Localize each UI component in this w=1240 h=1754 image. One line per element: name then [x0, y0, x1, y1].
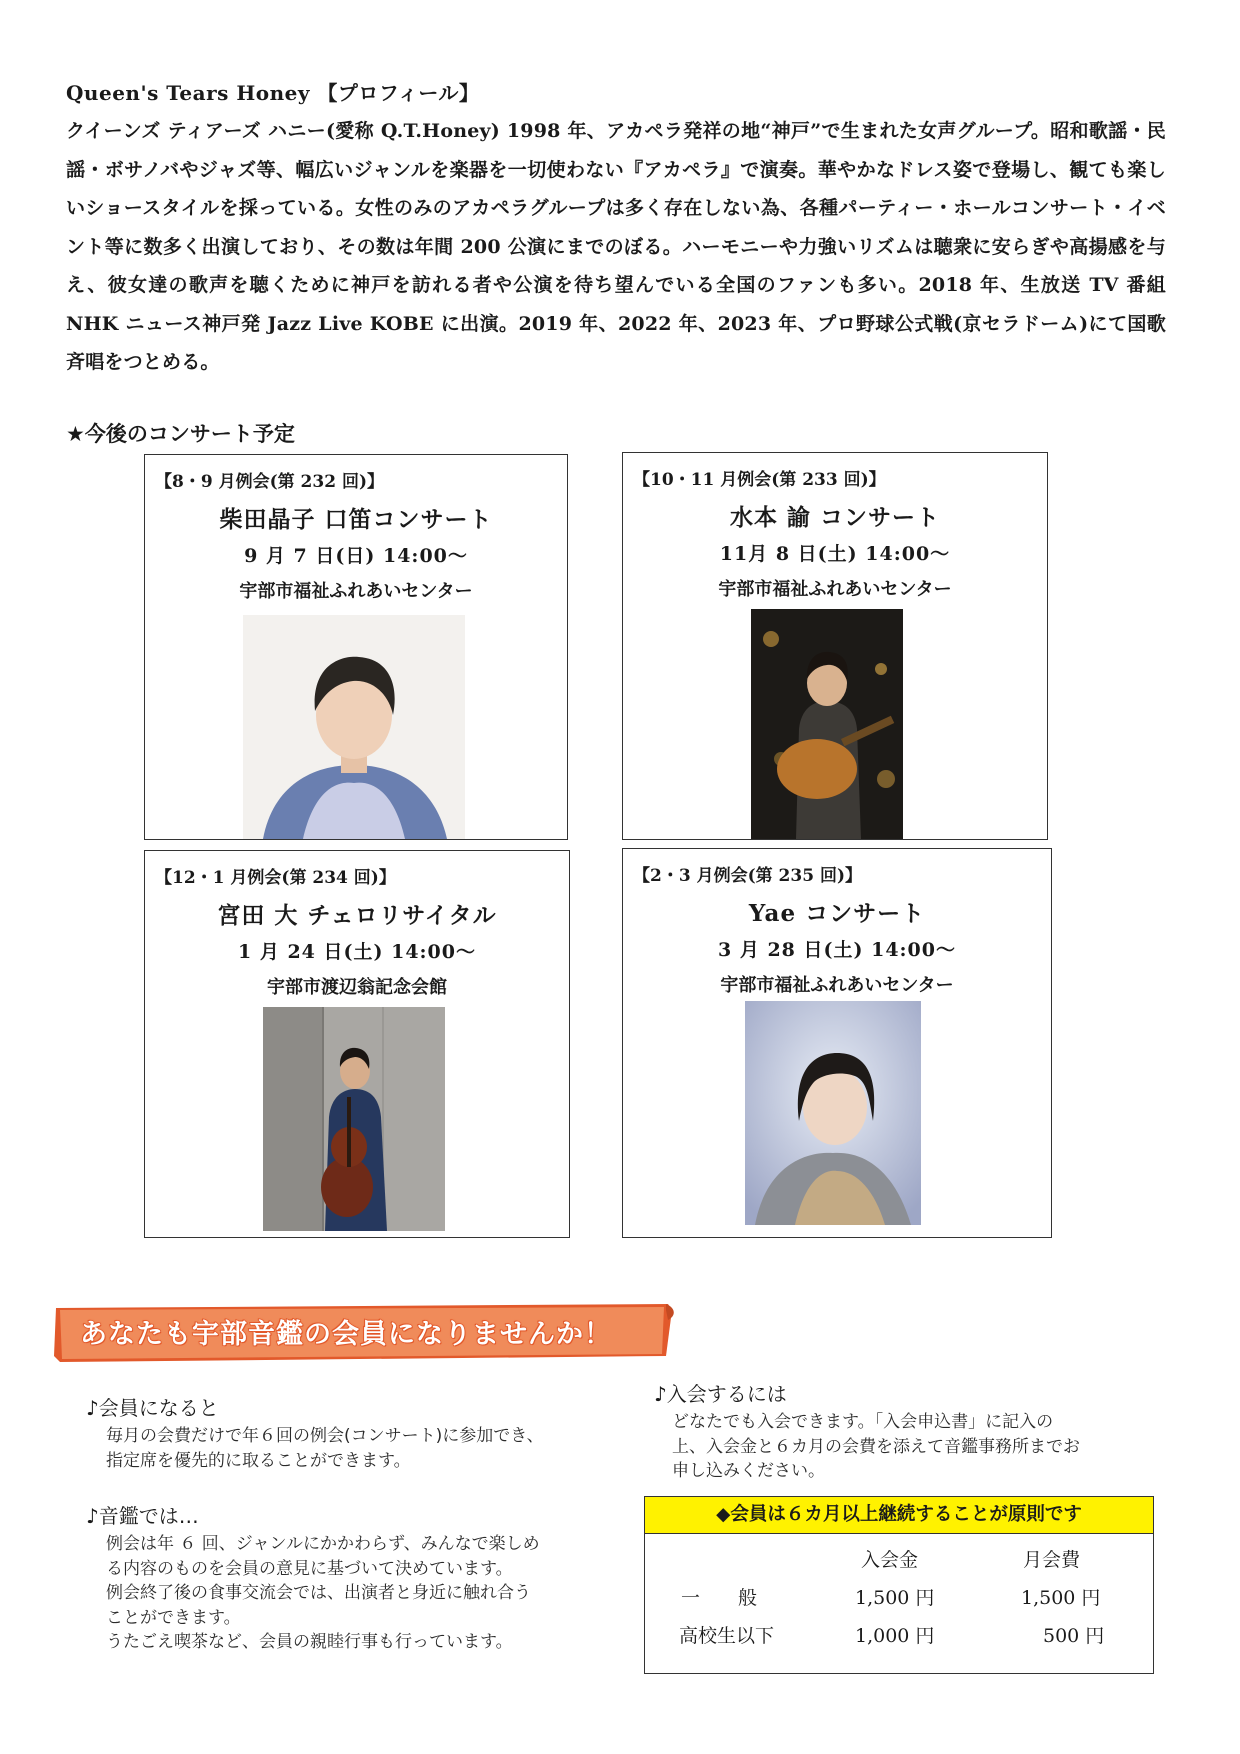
- about-line: うたごえ喫茶など、会員の親睦行事も行っています。: [106, 1632, 513, 1652]
- fee-column-entry: 入会金: [861, 1549, 919, 1571]
- concert-title: 水本 諭 コンサート: [729, 504, 940, 531]
- profile-body: クイーンズ ティアーズ ハニー(愛称 Q.T.Honey) 1998 年、アカペラ発祥の地“神戸”で生まれた女声グループ。昭和歌謡・民謡・ボサノバやジャズ等、幅広いジャンルを楽器を一切使わない『アカペラ』で演奏。華やかなドレス姿で登場し、観ても楽しいショースタイルを採っている。女性のみのアカペラグループは多く存在しない為、各種パーティー・ホールコンサート・イベント等に数多く出演しており、その数は年間 200 公演にまでのぼる。ハーモニーや力強いリズムは聴衆に安らぎや高揚感を与え、彼女達の歌声を聴くために神戸を訪れる者や公演を待ち望んでいる全国のファンも多い。2018 年、生放送 TV 番組 NHK ニュース神戸発 Jazz Live KOBE に出演。2019 年、2022 年、2023 年、プロ野球公式戦(京セラドーム)にて国歌斉唱をつとめる。: [66, 120, 1166, 373]
- concert-tag: 【2・3 月例会(第 235 回)】: [633, 866, 862, 886]
- fee-row-label: 高校生以下: [679, 1625, 775, 1647]
- join-text: [672, 1410, 1162, 1484]
- performer-photo: [745, 1001, 921, 1225]
- join-heading: ♪入会するには: [654, 1382, 787, 1406]
- concert-tag: 【12・1 月例会(第 234 回)】: [155, 868, 396, 888]
- concert-tag: 【8・9 月例会(第 232 回)】: [155, 472, 384, 492]
- concert-card-232: [144, 454, 568, 840]
- performer-photo: [751, 609, 903, 839]
- concert-tag: 【10・11 月例会(第 233 回)】: [633, 470, 886, 490]
- join-line: 申し込みください。: [672, 1461, 825, 1481]
- about-line: 例会は年 ６ 回、ジャンルにかかわらず、みんなで楽しめ: [106, 1534, 540, 1554]
- benefit-heading: ♪会員になると: [86, 1396, 219, 1420]
- fee-row-label: 一 般: [681, 1587, 758, 1609]
- banner-text: あなたも宇部音鑑の会員になりませんか！: [80, 1319, 612, 1350]
- fee-row-monthly: 500 円: [1043, 1625, 1105, 1647]
- concert-venue: 宇部市渡辺翁記念会館: [267, 977, 447, 998]
- benefit-line: 毎月の会費だけで年６回の例会(コンサート)に参加でき、: [106, 1426, 544, 1446]
- concert-card-234: [144, 850, 570, 1238]
- concert-venue: 宇部市福祉ふれあいセンター: [718, 579, 952, 600]
- fee-table: [644, 1496, 1154, 1674]
- concert-venue: 宇部市福祉ふれあいセンター: [720, 975, 954, 996]
- concert-date: 1 月 24 日(土) 14:00～: [238, 941, 476, 963]
- about-heading: ♪音鑑では…: [86, 1504, 199, 1528]
- schedule-heading: ★今後のコンサート予定: [66, 422, 295, 446]
- profile-section: [66, 78, 1166, 382]
- fee-column-monthly: 月会費: [1023, 1549, 1081, 1571]
- performer-photo: [263, 1007, 445, 1231]
- concert-card-233: [622, 452, 1048, 840]
- fee-row-monthly: 1,500 円: [1021, 1587, 1101, 1609]
- join-line: どなたでも入会できます。「入会申込書」に記入の: [672, 1412, 1054, 1432]
- performer-photo: [243, 615, 465, 839]
- concert-venue: 宇部市福祉ふれあいセンター: [239, 581, 473, 602]
- concert-card-235: [622, 848, 1052, 1238]
- about-line: ことができます。: [106, 1607, 241, 1628]
- concert-title: 柴田晶子 口笛コンサート: [219, 506, 493, 533]
- concert-date: 11月 8 日(土) 14:00～: [719, 543, 951, 565]
- concert-title: 宮田 大 チェロリサイタル: [217, 902, 497, 929]
- fee-table-heading: ◆会員は６カ月以上継続することが原則です: [645, 1497, 1153, 1534]
- fee-row-entry: 1,000 円: [855, 1625, 935, 1647]
- membership-banner: [50, 1300, 675, 1368]
- benefit-text: [106, 1424, 626, 1473]
- concert-date: 9 月 7 日(日) 14:00～: [244, 545, 468, 567]
- join-line: 上、入会金と６カ月の会費を添えて音鑑事務所までお: [672, 1436, 1080, 1457]
- concert-title: Yae コンサート: [748, 900, 926, 927]
- concert-date: 3 月 28 日(土) 14:00～: [718, 939, 956, 961]
- profile-title: Queen's Tears Honey 【プロフィール】: [66, 81, 480, 105]
- about-text: [106, 1532, 626, 1655]
- fee-row-entry: 1,500 円: [855, 1587, 935, 1609]
- about-line: 例会終了後の食事交流会では、出演者と身近に触れ合う: [106, 1583, 531, 1603]
- benefit-line: 指定席を優先的に取ることができます。: [106, 1450, 411, 1471]
- about-line: る内容のものを会員の意見に基づいて決めています。: [106, 1558, 513, 1579]
